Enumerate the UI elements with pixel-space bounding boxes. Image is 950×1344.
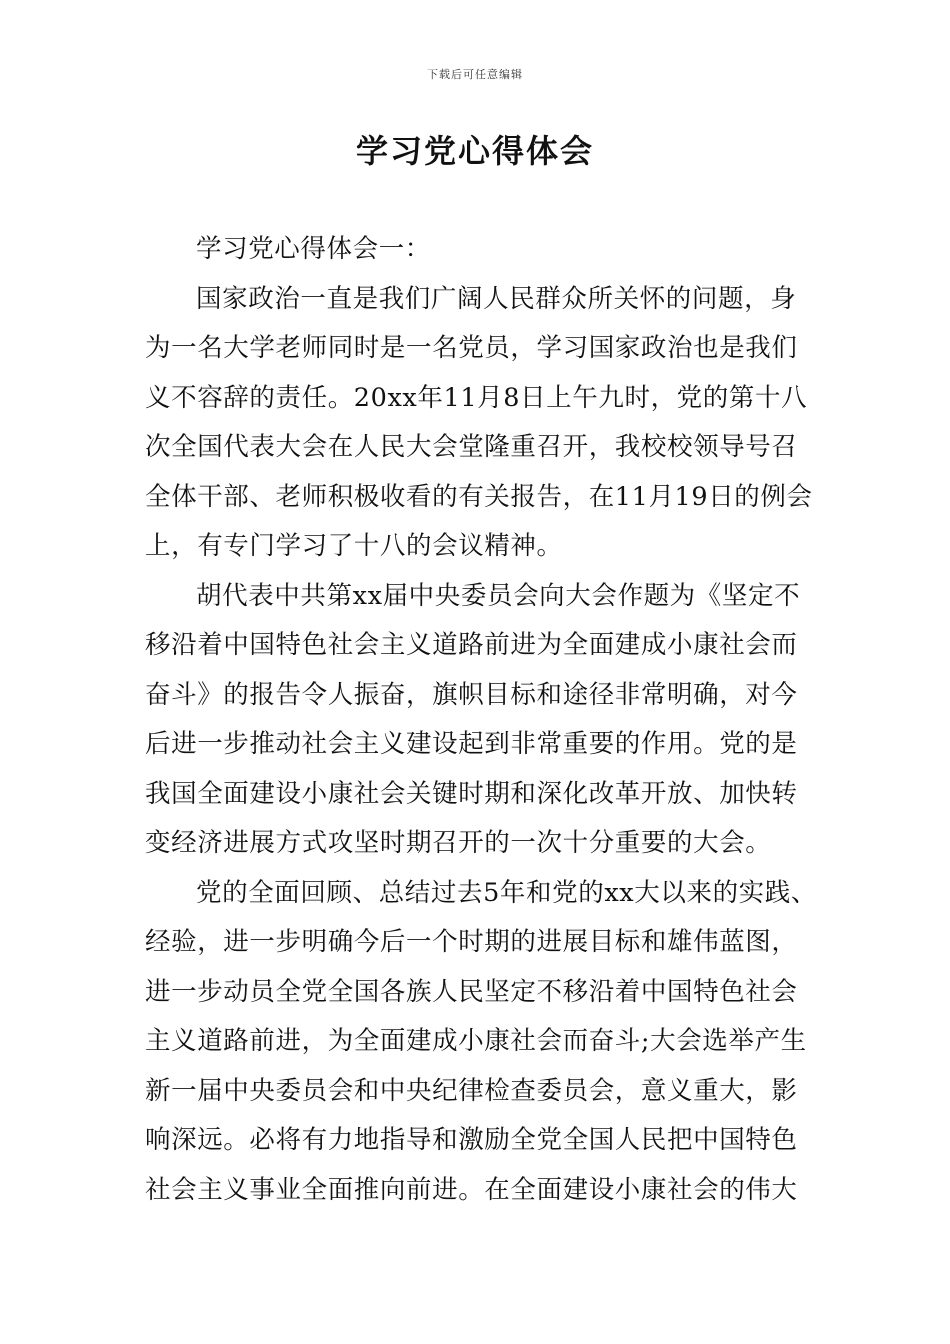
text-line: 响深远。必将有力地指导和激励全党全国人民把中国特色 xyxy=(145,1125,798,1155)
text-line: 社会主义事业全面推向前进。在全面建设小康社会的伟大 xyxy=(145,1174,798,1205)
document-title: 学习党心得体会 xyxy=(355,132,594,170)
text-line: 为一名大学老师同时是一名党员，学习国家政治也是我们 xyxy=(145,333,798,363)
text-line: 全体干部、老师积极收看的有关报告，在11月19日的例会 xyxy=(145,481,813,512)
text-line: 移沿着中国特色社会主义道路前进为全面建成小康社会而 xyxy=(145,630,798,660)
text-line: 变经济进展方式攻坚时期召开的一次十分重要的大会。 xyxy=(145,828,772,858)
text-line: 我国全面建设小康社会关键时期和深化改革开放、加快转 xyxy=(145,778,798,809)
text-line: 主义道路前进，为全面建成小康社会而奋斗;大会选举产生 xyxy=(145,1026,807,1056)
text-line: 新一届中央委员会和中央纪律检查委员会，意义重大，影 xyxy=(145,1075,798,1106)
header-note: 下载后可任意编辑 xyxy=(427,68,523,81)
text-line: 奋斗》的报告令人振奋，旗帜目标和途径非常明确，对今 xyxy=(145,679,798,710)
text-line: 次全国代表大会在人民大会堂隆重召开，我校校领导号召 xyxy=(145,432,798,462)
text-line: 进一步动员全党全国各族人民坚定不移沿着中国特色社会 xyxy=(145,976,798,1007)
document-body xyxy=(145,225,817,1215)
text-line: 上，有专门学习了十八的会议精神。 xyxy=(145,531,563,561)
text-line: 国家政治一直是我们广阔人民群众所关怀的问题，身 xyxy=(196,283,797,314)
text-line: 学习党心得体会一： xyxy=(196,234,431,264)
text-line: 胡代表中共第xx届中央委员会向大会作题为《坚定不 xyxy=(196,580,801,611)
text-line: 后进一步推动社会主义建设起到非常重要的作用。党的是 xyxy=(145,729,798,759)
text-line: 义不容辞的责任。20xx年11月8日上午九时，党的第十八 xyxy=(145,382,808,413)
text-line: 党的全面回顾、总结过去5年和党的xx大以来的实践、 xyxy=(196,877,817,908)
text-line: 经验，进一步明确今后一个时期的进展目标和雄伟蓝图， xyxy=(145,927,798,957)
